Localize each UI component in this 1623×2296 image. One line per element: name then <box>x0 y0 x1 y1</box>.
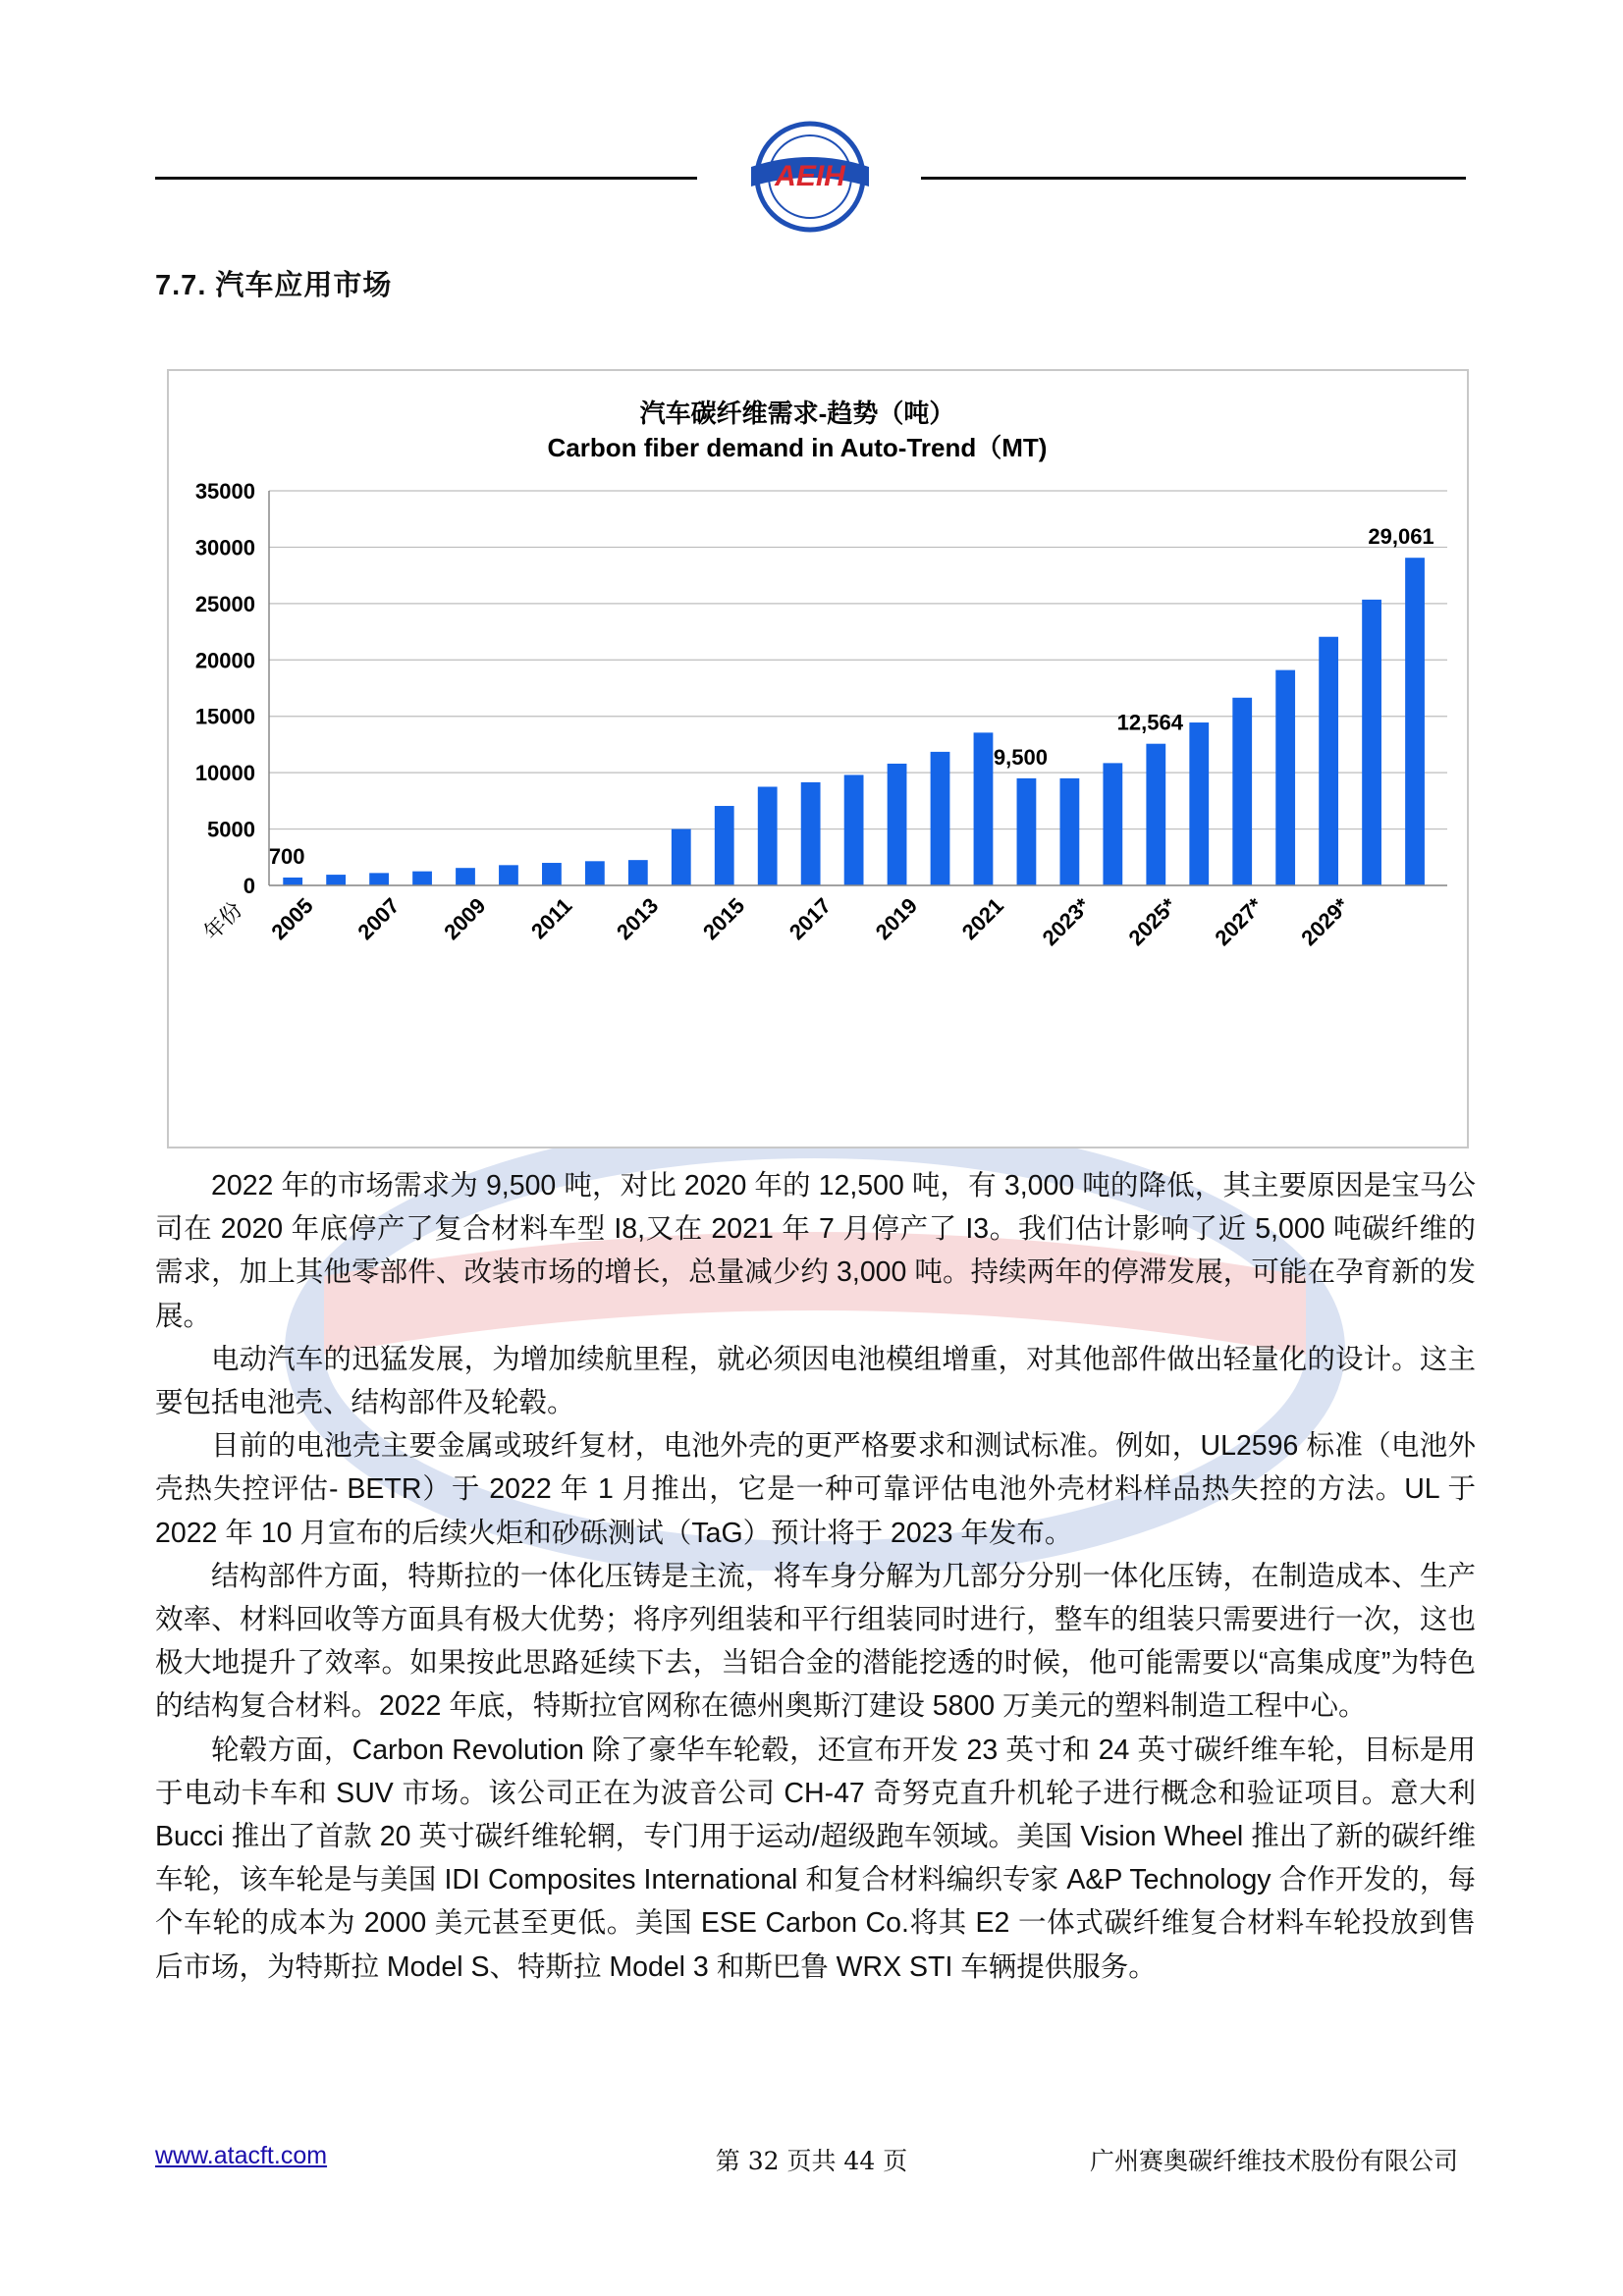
y-tick-label: 10000 <box>194 761 255 786</box>
paragraph: 结构部件方面，特斯拉的一体化压铸是主流，将车身分解为几部分分别一体化压铸，在制造成本、生产效率、材料回收等方面具有极大优势；将序列组装和平行组装同时进行，整车的组装只需要进行一次，这也极大地提升了效率。如果按此思路延续下去，当铝合金的潜能挖透的时候，他可能需要以“高集成度”为特色的结构复合材料。2022 年底，特斯拉官网称在德州奥斯汀建设 5800 万美元的塑料制造工程中心。 <box>155 1560 1476 1723</box>
y-tick-label: 5000 <box>207 817 255 842</box>
x-tick-label: 2027* <box>1210 892 1268 951</box>
chart-bar <box>1405 558 1425 885</box>
paragraph: 2022 年的市场需求为 9,500 吨，对比 2020 年的 12,500 吨，有 3,000 吨的降低，其主要原因是宝马公司在 2020 年底停产了复合材料车型 I8,又在 2021 年 7 月停产了 I3。我们估计影响了近 5,000 吨碳纤维的需求，加上其他零部件、改装市场的增长，总量减少约 3,000 吨。持续两年的停滞发展，可能在孕育新的发展。 <box>155 1170 1476 1332</box>
footer-company-name: 广州赛奥碳纤维技术股份有限公司 <box>1089 2147 1458 2175</box>
data-label: 9,500 <box>993 744 1048 770</box>
x-tick-label: 2005 <box>266 892 318 945</box>
y-tick-label: 35000 <box>194 479 255 504</box>
chart-bar <box>1103 763 1122 885</box>
chart-bar <box>1319 637 1338 885</box>
chart-bar <box>974 732 994 885</box>
chart-bar <box>585 861 605 885</box>
chart-bar <box>542 863 562 885</box>
chart-bar <box>931 752 950 885</box>
x-tick-label: 2015 <box>697 892 750 945</box>
x-tick-label: 2007 <box>352 892 405 945</box>
aeih-logo <box>746 118 874 234</box>
footer-website-link[interactable]: www.atacft.com <box>155 2142 328 2169</box>
chart-bar <box>1059 778 1079 885</box>
chart-bar <box>1362 600 1381 885</box>
x-tick-label: 2013 <box>612 892 664 945</box>
x-tick-label: 2021 <box>956 892 1008 945</box>
chart-bar <box>758 787 778 886</box>
chart-bar <box>1189 722 1209 885</box>
chart-bar <box>1017 778 1037 885</box>
paragraph: 轮毂方面，Carbon Revolution 除了豪华车轮毂，还宣布开发 23 英寸和 24 英寸碳纤维车轮，目标是用于电动卡车和 SUV 市场。该公司正在为波音公司 CH-47 奇努克直升机轮子进行概念和验证项目。意大利 Bucci 推出了首款 20 英寸碳纤维轮辋，专门用于运动/超级跑车领域。美国 Vision Wheel 推出了新的碳纤维车轮，该车轮是与美国 IDI Composites International 和复合材料编织专家 A&P Technology 合作开发的，每个车轮的成本为 2000 美元甚至更低。美国 ESE Carbon Co.将其 E2 一体式碳纤维复合材料车轮投放到售后市场，为特斯拉 Model S、特斯拉 Model 3 和斯巴鲁 WRX STI 车辆提供服务。 <box>155 1734 1476 1983</box>
chart-bar <box>369 873 389 885</box>
chart-bar <box>715 806 734 885</box>
x-tick-label: 2029* <box>1296 892 1354 951</box>
chart-subtitle: Carbon fiber demand in Auto-Trend（MT) <box>547 433 1048 462</box>
chart-bar <box>628 860 648 885</box>
carbon-fiber-demand-chart <box>169 371 1467 1147</box>
chart-bar <box>1275 670 1295 885</box>
chart-bar <box>283 878 302 885</box>
body-text <box>155 1164 1476 1989</box>
chart-bar <box>456 868 475 885</box>
chart-bar <box>326 875 346 885</box>
y-tick-label: 25000 <box>194 591 255 616</box>
chart-bar <box>801 782 821 885</box>
chart-bar <box>1232 698 1252 885</box>
header-rule-right <box>921 177 1466 180</box>
data-label: 700 <box>268 843 305 869</box>
chart-title: 汽车碳纤维需求-趋势（吨） <box>639 399 955 428</box>
y-tick-label: 30000 <box>194 535 255 561</box>
section-title: 7.7. 汽车应用市场 <box>155 270 393 301</box>
y-tick-label: 15000 <box>194 704 255 729</box>
header-rule-left <box>155 177 697 180</box>
logo-text: AEIH <box>775 160 845 192</box>
y-tick-label: 20000 <box>194 648 255 673</box>
footer-page-number: 第 32 页共 44 页 <box>715 2147 908 2175</box>
data-label: 12,564 <box>1116 710 1183 735</box>
paragraph: 电动汽车的迅猛发展，为增加续航里程，就必须因电池模组增重，对其他部件做出轻量化的设计。这主要包括电池壳、结构部件及轮毂。 <box>155 1343 1476 1419</box>
data-label: 29,061 <box>1368 524 1434 550</box>
chart-bar <box>844 774 864 885</box>
x-tick-label: 2023* <box>1037 892 1095 951</box>
chart-bar <box>672 829 691 885</box>
paragraph: 目前的电池壳主要金属或玻纤复材，电池外壳的更严格要求和测试标准。例如，UL2596 标准（电池外壳热失控评估- BETR）于 2022 年 1 月推出，它是一种可靠评估电池外壳材料样品热失控的方法。UL 于 2022 年 10 月宣布的后续火炬和砂砾测试（TaG）预计将于 2023 年发布。 <box>155 1430 1476 1549</box>
x-axis-title: 年份 <box>199 897 248 946</box>
chart-bar <box>499 865 518 885</box>
chart-bar <box>888 764 907 885</box>
chart-bar <box>1146 744 1165 885</box>
chart-bar <box>412 872 432 885</box>
x-tick-label: 2017 <box>784 892 837 945</box>
x-tick-label: 2009 <box>439 892 491 945</box>
y-tick-label: 0 <box>243 874 255 898</box>
chart-frame <box>167 369 1469 1148</box>
x-tick-label: 2011 <box>525 892 577 944</box>
x-tick-label: 2025* <box>1123 892 1181 951</box>
x-tick-label: 2019 <box>870 892 923 945</box>
